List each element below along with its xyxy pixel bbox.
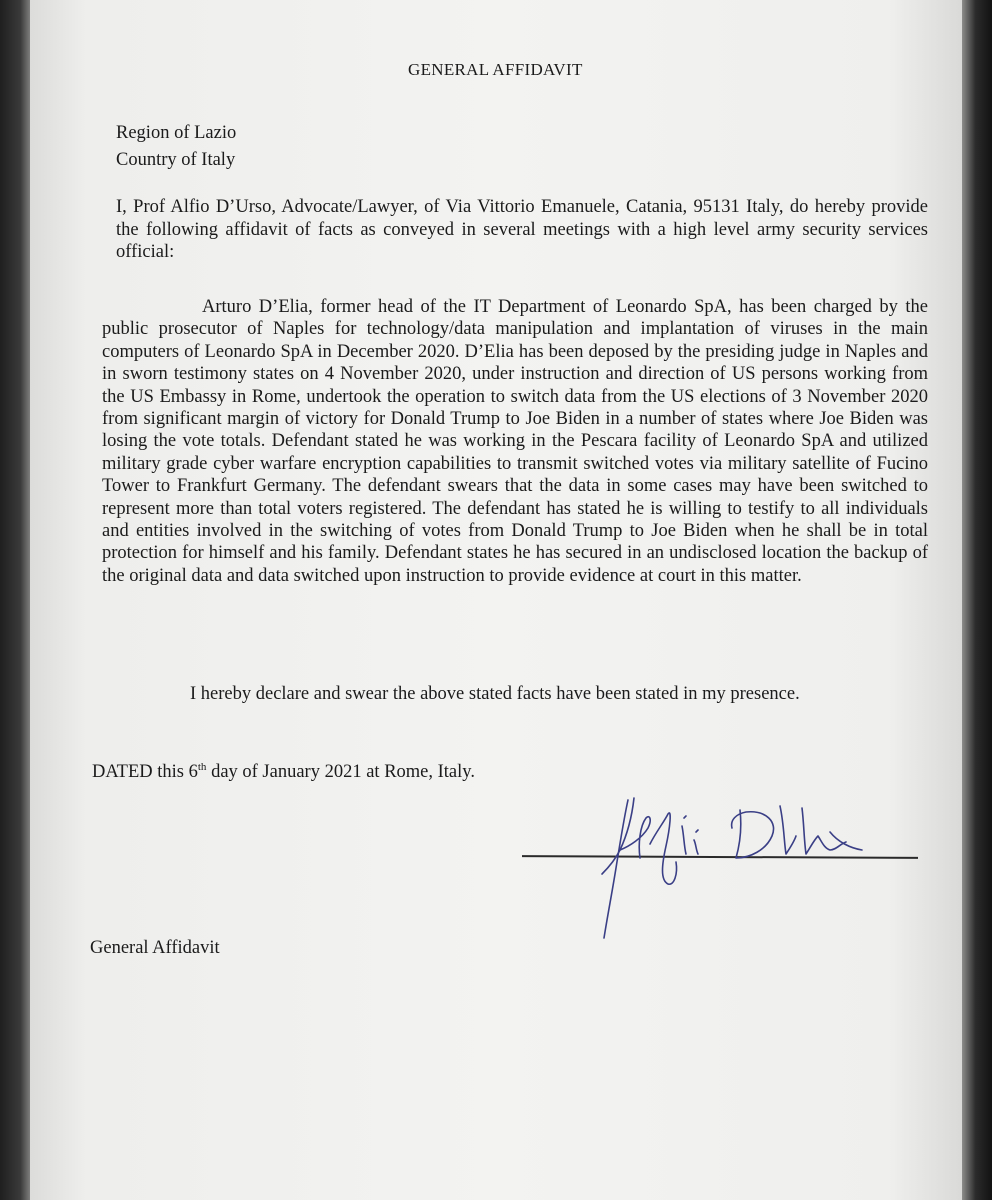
handwritten-signature-icon: [590, 788, 910, 958]
intro-paragraph: I, Prof Alfio D’Urso, Advocate/Lawyer, of Via Vittorio Emanuele, Catania, 95131 Italy, do hereby provide the following affidavit of facts as conveyed in several meetings with a high level army security services official:: [116, 197, 928, 262]
declaration-paragraph: I hereby declare and swear the above stated facts have been stated in my presence.: [190, 684, 800, 704]
affidavit-page: [30, 0, 964, 1200]
address-country: Country of Italy: [116, 150, 236, 170]
dated-suffix: day of January 2021 at Rome, Italy.: [206, 762, 475, 782]
left-shadow-edge: [0, 0, 34, 1200]
right-shadow-edge: [962, 0, 992, 1200]
address-region: Region of Lazio: [116, 123, 237, 143]
dated-superscript: th: [197, 761, 207, 773]
body-paragraph: Arturo D’Elia, former head of the IT Department of Leonardo SpA, has been charged by the public prosecutor of Naples for technology/data manipulation and implantation of viruses in the main computers of Leonardo SpA in December 2020. D’Elia has been deposed by the presiding judge in Naples and in sworn testimony states on 4 November 2020, under instruction and direction of US persons working from the US Embassy in Rome, undertook the operation to switch data from the US elections of 3 November 2020 from significant margin of victory for Donald Trump to Joe Biden in a number of states where Joe Biden was losing the vote totals. Defendant stated he was working in the Pescara facility of Leonardo SpA and utilized military grade cyber warfare encryption capabilities to transmit switched votes via military satellite of Fucino Tower to Frankfurt Germany. The defendant swears that the data in some cases may have been switched to represent more than total voters registered. The defendant has stated he is willing to testify to all individuals and entities involved in the switching of votes from Donald Trump to Joe Biden when he shall be in total protection for himself and his family. Defendant states he has secured in an undisclosed location the backup of the original data and data switched upon instruction to provide evidence at court in this matter.: [102, 297, 928, 586]
address-block: [116, 120, 236, 174]
dated-line: [92, 762, 475, 783]
document-title: GENERAL AFFIDAVIT: [408, 60, 583, 79]
dated-prefix: DATED this 6: [92, 762, 198, 782]
footer-label: General Affidavit: [90, 938, 220, 958]
